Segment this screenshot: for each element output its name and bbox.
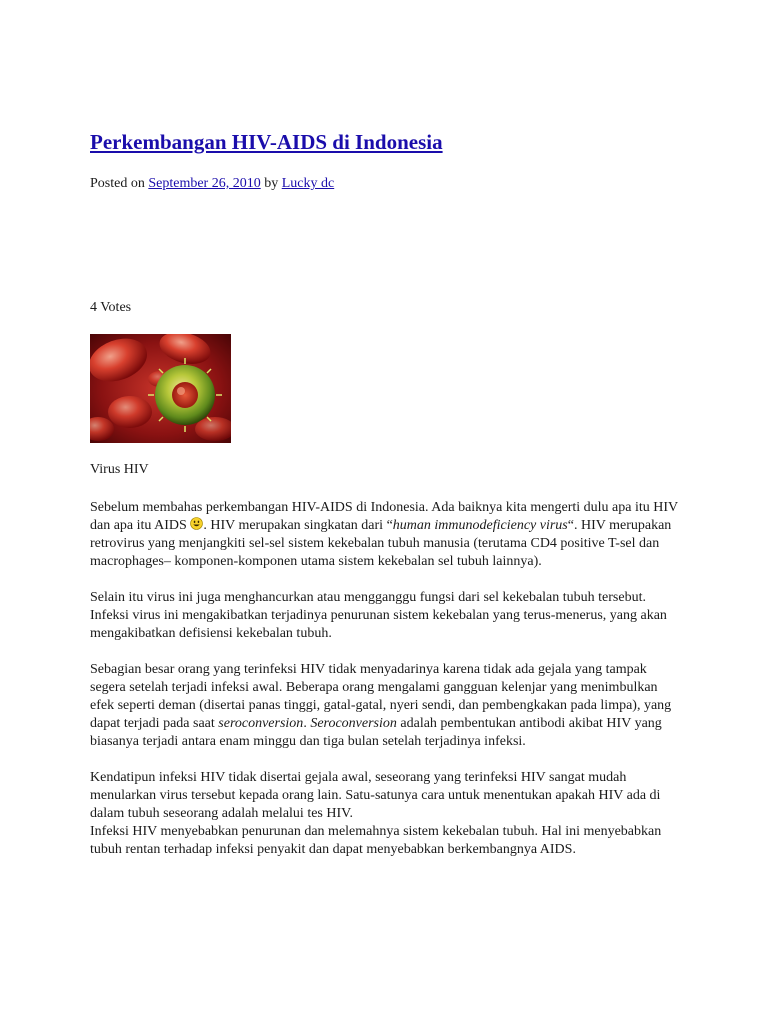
posted-on-label: Posted on: [90, 176, 145, 191]
paragraph-5: Infeksi HIV menyebabkan penurunan dan melemahnya sistem kekebalan tubuh. Hal ini menyebabkan tubuh rentan terhadap infeksi penyakit dan dapat menyebabkan berkembangnya AIDS.: [90, 824, 662, 857]
hiv-virus-image: [90, 334, 231, 443]
paragraph-4: Kendatipun infeksi HIV tidak disertai gejala awal, seseorang yang terinfeksi HIV sangat mudah menularkan virus tersebut kepada orang lain. Satu-satunya cara untuk menentukan apakah HIV ada di dalam tubuh seseorang adalah melalui tes HIV.: [90, 770, 661, 821]
paragraph-1: [90, 499, 680, 571]
post-title-link[interactable]: Perkembangan HIV-AIDS di Indonesia: [90, 130, 443, 154]
paragraph-3-italic-2: Seroconversion: [310, 716, 397, 731]
author-link[interactable]: Lucky dc: [281, 176, 335, 191]
paragraph-1-text-b: . HIV merupakan singkatan dari “: [203, 518, 393, 533]
paragraph-3-text-e: adalah pembentukan antibodi akibat HIV yang biasanya terjadi antara enam minggu dan tiga bulan setelah terjadinya infeksi.: [90, 716, 662, 749]
paragraph-3-italic-1: seroconversion: [218, 716, 304, 731]
by-label: by: [264, 176, 279, 191]
paragraph-3: [90, 661, 680, 751]
post-content: [90, 499, 680, 877]
post-title: [90, 128, 443, 156]
post-date-link[interactable]: September 26, 2010: [148, 176, 261, 191]
image-caption: Virus HIV: [90, 462, 149, 477]
votes-count: 4 Votes: [90, 300, 132, 315]
smiley-icon: [190, 517, 203, 530]
paragraph-1-text-a: Sebelum membahas perkembangan HIV-AIDS di Indonesia. Ada baiknya kita mengerti dulu apa itu HIV dan apa itu AIDS: [90, 500, 678, 533]
post-meta: [90, 175, 334, 193]
paragraph-2: Selain itu virus ini juga menghancurkan atau mengganggu fungsi dari sel kekebalan tubuh tersebut. Infeksi virus ini mengakibatkan terjadinya penurunan sistem kekebalan yang terus-menerus, yang akan mengakibatkan defisiensi kekebalan tubuh.: [90, 590, 667, 641]
paragraph-1-italic: human immunodeficiency virus: [392, 518, 568, 533]
paragraph-3-text-a: Sebagian besar orang yang terinfeksi HIV tidak menyadarinya karena tidak ada gejala yang tampak segera setelah terjadi infeksi awal. Beberapa orang mengalami gangguan kelenjar yang menimbulkan efek seperti deman (disertai panas tinggi, gatal-gatal, nyeri sendi, dan pembengkakan pada limpa), yang dapat terjadi pada saat: [90, 662, 672, 731]
paragraph-1-text-d: “. HIV merupakan retrovirus yang menjangkiti sel-sel sistem kekebalan tubuh manusia (terutama CD4 positive T-sel dan macrophages– komponen-komponen utama sistem kekebalan sel tubuh lainnya).: [90, 518, 672, 569]
paragraph-3-text-c: .: [303, 716, 311, 731]
